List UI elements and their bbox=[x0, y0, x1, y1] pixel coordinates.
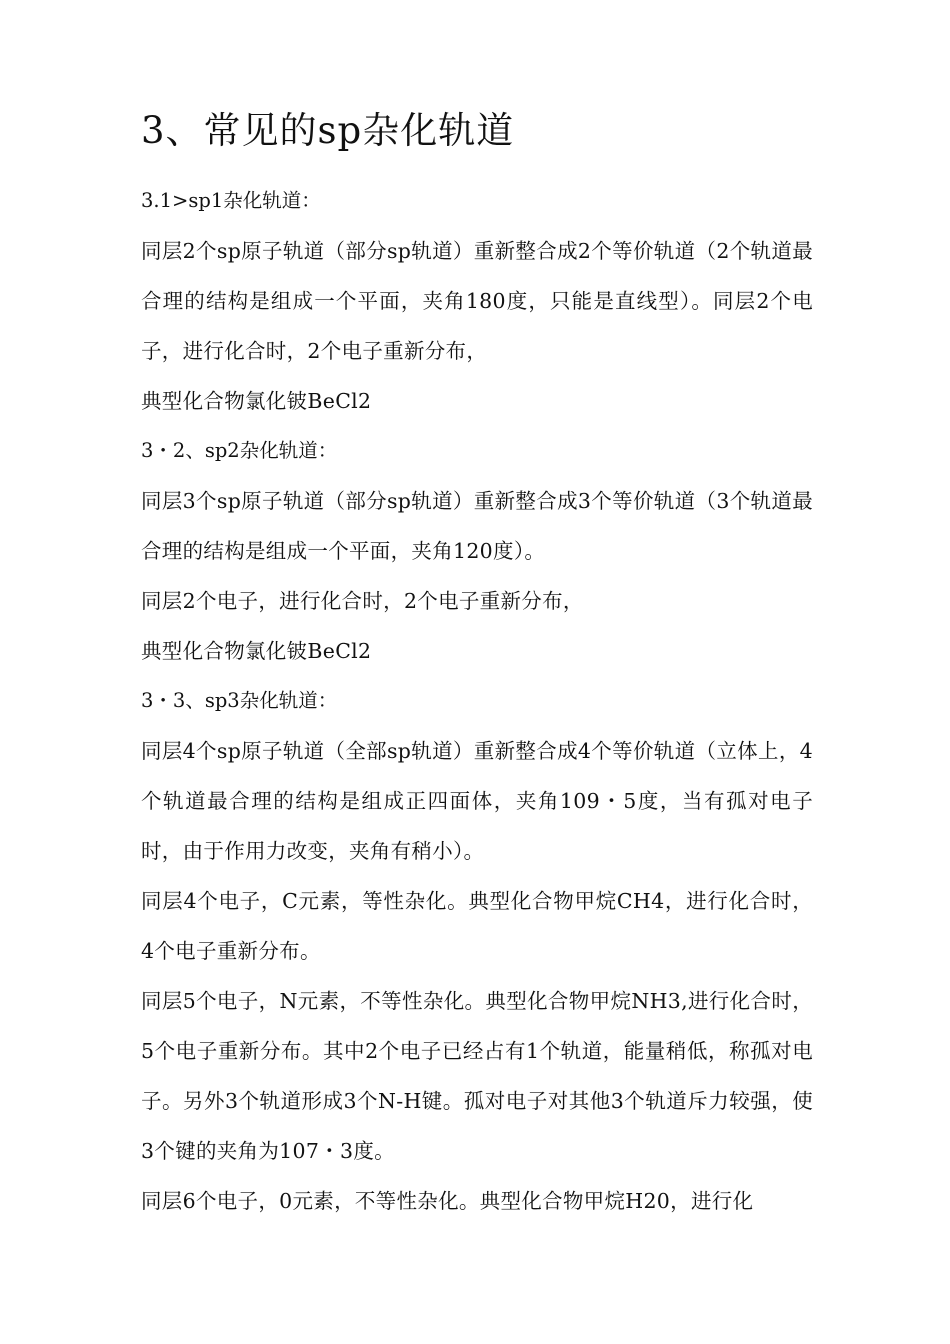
paragraph: 同层4个电子，C元素，等性杂化。典型化合物甲烷CH4，进行化合时，4个电子重新分布。 bbox=[141, 889, 813, 963]
section-sp1 bbox=[141, 176, 813, 426]
document-title: 3、常见的sp杂化轨道 bbox=[141, 109, 515, 152]
paragraph: 同层4个sp原子轨道（全部sp轨道）重新整合成4个等价轨道（立体上，4个轨道最合理的结构是组成正四面体，夹角109・5度，当有孤对电子时，由于作用力改变，夹角有稍小）。 bbox=[141, 739, 813, 863]
paragraph: 同层2个电子，进行化合时，2个电子重新分布， bbox=[141, 589, 584, 613]
section-heading: 3・2、sp2杂化轨道： bbox=[141, 439, 338, 462]
paragraph: 同层5个电子，N元素，不等性杂化。典型化合物甲烷NH3,进行化合时，5个电子重新分布。其中2个电子已经占有1个轨道，能量稍低，称孤对电子。另外3个轨道形成3个N-H键。孤对电子对其他3个轨道斥力较强，使3个键的夹角为107・3度。 bbox=[141, 989, 813, 1163]
paragraph: 典型化合物氯化铍BeCl2 bbox=[141, 639, 372, 663]
document-page bbox=[141, 104, 813, 1226]
paragraph: 同层3个sp原子轨道（部分sp轨道）重新整合成3个等价轨道（3个轨道最合理的结构是组成一个平面，夹角120度）。 bbox=[141, 489, 813, 563]
section-heading: 3・3、sp3杂化轨道： bbox=[141, 689, 338, 712]
paragraph: 同层2个sp原子轨道（部分sp轨道）重新整合成2个等价轨道（2个轨道最合理的结构是组成一个平面，夹角180度，只能是直线型）。同层2个电子，进行化合时，2个电子重新分布， bbox=[141, 239, 813, 363]
section-heading: 3.1>sp1杂化轨道： bbox=[141, 189, 321, 212]
section-sp3 bbox=[141, 676, 813, 1226]
paragraph: 典型化合物氯化铍BeCl2 bbox=[141, 389, 372, 413]
section-sp2 bbox=[141, 426, 813, 676]
paragraph: 同层6个电子，0元素，不等性杂化。典型化合物甲烷H20，进行化 bbox=[141, 1189, 754, 1213]
